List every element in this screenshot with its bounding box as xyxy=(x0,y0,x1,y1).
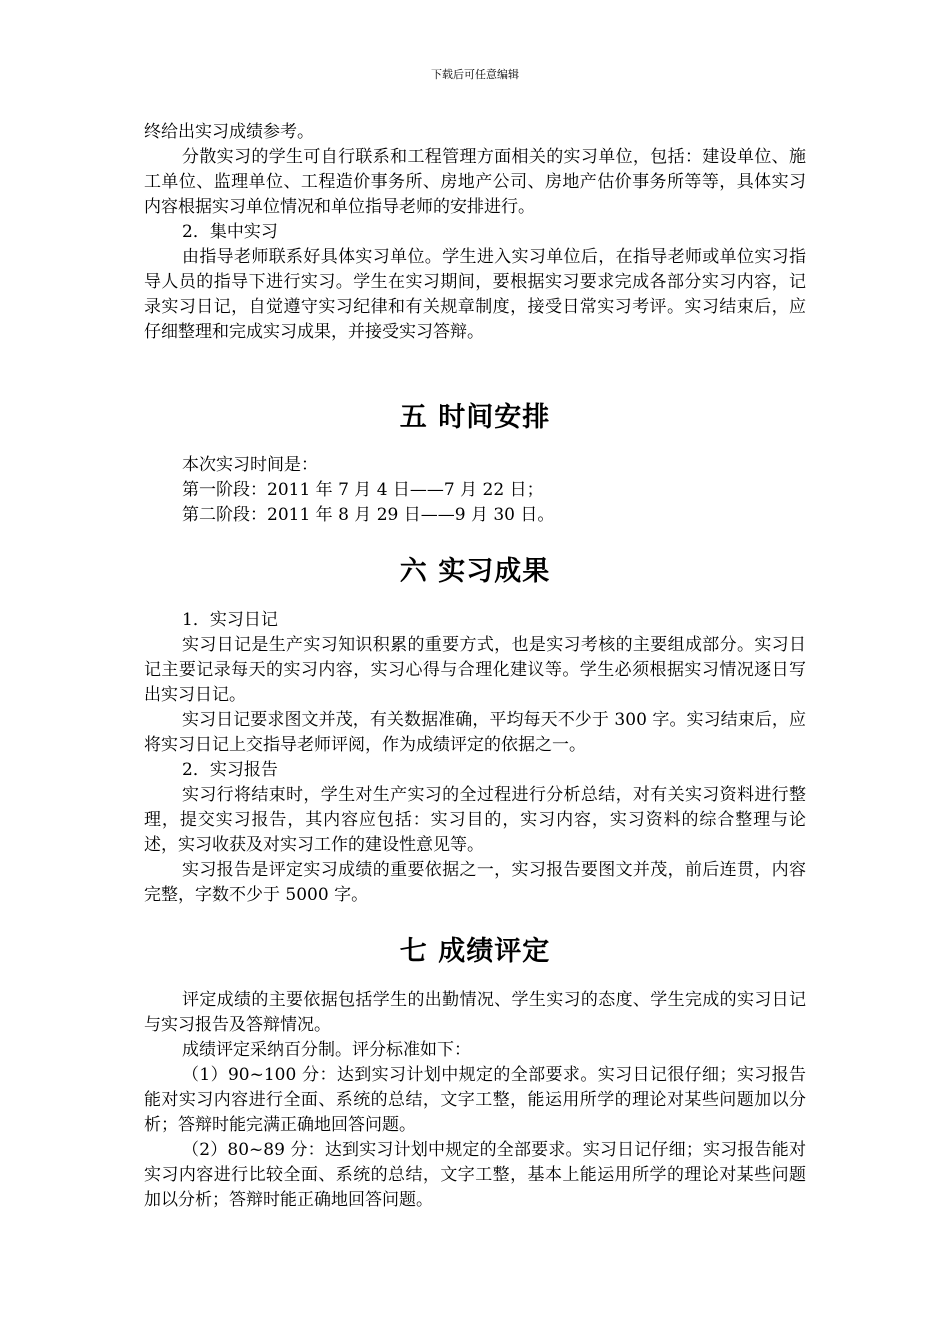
grading-criterion-1: （1）90~100 分：达到实习计划中规定的全部要求。实习日记很仔细；实习报告能对实习内容进行全面、系统的总结，文字工整，能运用所学的理论对某些问题加以分析；答辩时能完满正确地回答问题。 xyxy=(144,1065,806,1135)
list-item-report: 2．实习报告 xyxy=(182,760,278,780)
section-title-outcomes: 六 实习成果 xyxy=(399,556,551,587)
grading-paragraph-1: 评定成绩的主要依据包括学生的出勤情况、学生实习的态度、学生完成的实习日记与实习报告及答辩情况。 xyxy=(144,990,806,1035)
schedule-phase-2: 第二阶段：2011 年 8 月 29 日——9 月 30 日。 xyxy=(182,505,555,525)
schedule-phase-1: 第一阶段：2011 年 7 月 4 日——7 月 22 日； xyxy=(182,480,544,500)
list-item-diary: 1．实习日记 xyxy=(182,610,278,630)
document-page xyxy=(144,120,806,1213)
outcomes-paragraph-1: 实习日记是生产实习知识积累的重要方式，也是实习考核的主要组成部分。实习日记主要记录每天的实习内容，实习心得与合理化建议等。学生必须根据实习情况逐日写出实习日记。 xyxy=(144,635,806,705)
section-title-schedule: 五 时间安排 xyxy=(399,402,551,433)
intro-paragraph-1: 终给出实习成绩参考。 xyxy=(144,122,314,142)
list-item-centralized-internship: 2．集中实习 xyxy=(182,222,278,242)
outcomes-paragraph-4: 实习报告是评定实习成绩的重要依据之一，实习报告要图文并茂，前后连贯，内容完整，字数不少于 5000 字。 xyxy=(144,860,806,905)
grading-criterion-2: （2）80~89 分：达到实习计划中规定的全部要求。实习日记仔细；实习报告能对实习内容进行比较全面、系统的总结，文字工整，基本上能运用所学的理论对某些问题加以分析；答辩时能正确地回答问题。 xyxy=(144,1140,806,1210)
outcomes-paragraph-2: 实习日记要求图文并茂，有关数据准确，平均每天不少于 300 字。实习结束后，应将实习日记上交指导老师评阅，作为成绩评定的依据之一。 xyxy=(144,710,806,755)
outcomes-paragraph-3: 实习行将结束时，学生对生产实习的全过程进行分析总结，对有关实习资料进行整理，提交实习报告，其内容应包括：实习目的，实习内容，实习资料的综合整理与论述，实习收获及对实习工作的建设性意见等。 xyxy=(144,785,806,855)
section-title-grading: 七 成绩评定 xyxy=(399,936,551,967)
intro-paragraph-3: 由指导老师联系好具体实习单位。学生进入实习单位后，在指导老师或单位实习指导人员的指导下进行实习。学生在实习期间，要根据实习要求完成各部分实习内容，记录实习日记，自觉遵守实习纪律和有关规章制度，接受日常实习考评。实习结束后，应仔细整理和完成实习成果，并接受实习答辩。 xyxy=(144,247,806,342)
grading-paragraph-2: 成绩评定采纳百分制。评分标准如下： xyxy=(182,1040,471,1060)
schedule-intro: 本次实习时间是： xyxy=(182,455,318,475)
intro-paragraph-2: 分散实习的学生可自行联系和工程管理方面相关的实习单位，包括：建设单位、施工单位、监理单位、工程造价事务所、房地产公司、房地产估价事务所等等，具体实习内容根据实习单位情况和单位指导老师的安排进行。 xyxy=(144,147,806,217)
page-header-note: 下载后可任意编辑 xyxy=(431,68,519,81)
